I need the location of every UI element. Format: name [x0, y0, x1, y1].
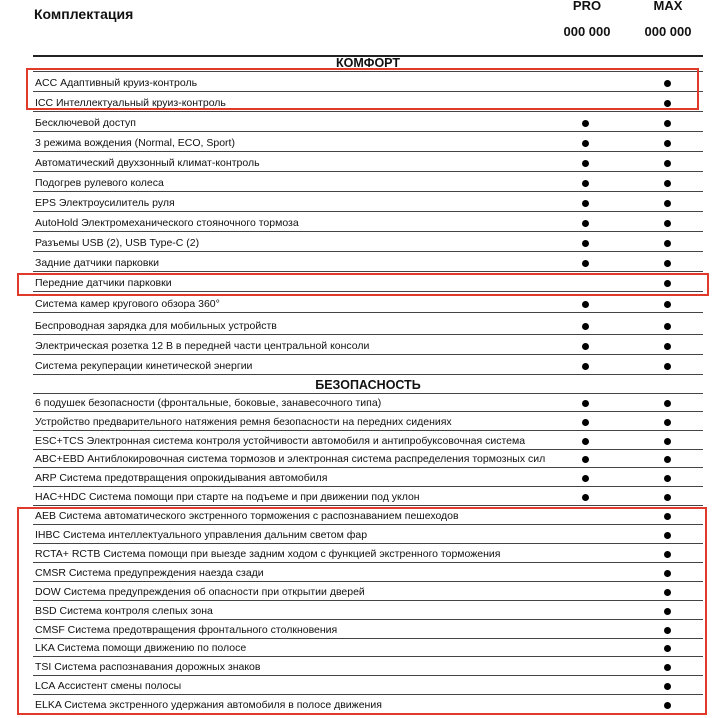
- pro-included-dot-icon: [582, 494, 589, 501]
- feature-row: [33, 620, 703, 639]
- feature-row: [33, 192, 703, 212]
- feature-label: LCA Ассистент смены полосы: [35, 680, 182, 692]
- feature-row: [33, 172, 703, 192]
- feature-row: [33, 212, 703, 232]
- max-included-dot-icon: [664, 513, 671, 520]
- max-included-dot-icon: [664, 702, 671, 709]
- pro-included-dot-icon: [582, 220, 589, 227]
- max-included-dot-icon: [664, 260, 671, 267]
- max-included-dot-icon: [664, 683, 671, 690]
- pro-included-dot-icon: [582, 160, 589, 167]
- max-included-dot-icon: [664, 200, 671, 207]
- max-included-dot-icon: [664, 532, 671, 539]
- feature-label: ESC+TCS Электронная система контроля устойчивости автомобиля и антипробуксовочная система: [35, 435, 526, 447]
- feature-row: [33, 252, 703, 272]
- max-included-dot-icon: [664, 180, 671, 187]
- max-included-dot-icon: [664, 160, 671, 167]
- max-included-dot-icon: [664, 475, 671, 482]
- feature-label: Электрическая розетка 12 В в передней части центральной консоли: [35, 340, 370, 352]
- max-included-dot-icon: [664, 419, 671, 426]
- feature-row: [33, 412, 703, 431]
- feature-row: [33, 487, 703, 506]
- max-included-dot-icon: [664, 570, 671, 577]
- feature-label: ABC+EBD Антиблокировочная система тормозов и электронная система распределения тормозных сил: [35, 453, 546, 465]
- pro-included-dot-icon: [582, 438, 589, 445]
- feature-row: [33, 468, 703, 487]
- feature-row: [33, 695, 703, 714]
- feature-row: [33, 506, 703, 525]
- pro-included-dot-icon: [582, 240, 589, 247]
- feature-row: [33, 544, 703, 563]
- feature-label: Беспроводная зарядка для мобильных устройств: [35, 320, 277, 332]
- feature-row: [33, 355, 703, 375]
- feature-label: Подогрев рулевого колеса: [35, 177, 164, 189]
- pro-included-dot-icon: [582, 140, 589, 147]
- pro-included-dot-icon: [582, 120, 589, 127]
- pro-included-dot-icon: [582, 400, 589, 407]
- feature-label: Передние датчики парковки: [35, 277, 172, 289]
- max-included-dot-icon: [664, 220, 671, 227]
- feature-label: EPS Электроусилитель руля: [35, 197, 175, 209]
- max-included-dot-icon: [664, 645, 671, 652]
- feature-label: RCTA+ RCTB Система помощи при выезде задним ходом с функцией экстренного торможения: [35, 548, 501, 560]
- feature-row: [33, 582, 703, 601]
- feature-label: 3 режима вождения (Normal, ECO, Sport): [35, 137, 235, 149]
- feature-label: Бесключевой доступ: [35, 117, 136, 129]
- max-included-dot-icon: [664, 100, 671, 107]
- max-included-dot-icon: [664, 494, 671, 501]
- pro-included-dot-icon: [582, 323, 589, 330]
- feature-label: ARP Система предотвращения опрокидывания автомобиля: [35, 472, 328, 484]
- pro-included-dot-icon: [582, 343, 589, 350]
- max-included-dot-icon: [664, 456, 671, 463]
- feature-label: LKA Система помощи движению по полосе: [35, 642, 247, 654]
- feature-row: [33, 112, 703, 132]
- max-included-dot-icon: [664, 400, 671, 407]
- max-included-dot-icon: [664, 323, 671, 330]
- page-title: Комплектация: [34, 6, 134, 22]
- pro-included-dot-icon: [582, 260, 589, 267]
- feature-row: [33, 272, 703, 292]
- trim-pro-price: 000 000: [563, 24, 611, 39]
- feature-label: BSD Система контроля слепых зона: [35, 605, 213, 617]
- max-included-dot-icon: [664, 80, 671, 87]
- pro-included-dot-icon: [582, 456, 589, 463]
- feature-label: TSI Система распознавания дорожных знаков: [35, 661, 261, 673]
- feature-row: [33, 232, 703, 252]
- feature-row: [33, 525, 703, 544]
- feature-label: AEB Система автоматического экстренного торможения с распознаванием пешеходов: [35, 510, 459, 522]
- max-included-dot-icon: [664, 240, 671, 247]
- pro-included-dot-icon: [582, 301, 589, 308]
- feature-label: ELKA Система экстренного удержания автомобиля в полосе движения: [35, 699, 382, 711]
- feature-row: [33, 92, 703, 112]
- feature-row: [33, 450, 703, 468]
- feature-label: AutoHold Электромеханического стояночного тормоза: [35, 217, 299, 229]
- max-included-dot-icon: [664, 438, 671, 445]
- feature-label: Разъемы USB (2), USB Type-C (2): [35, 237, 200, 249]
- feature-row: [33, 639, 703, 657]
- trim-max-name: MAX: [653, 0, 683, 13]
- feature-row: [33, 152, 703, 172]
- max-included-dot-icon: [664, 140, 671, 147]
- max-included-dot-icon: [664, 280, 671, 287]
- feature-row: [33, 313, 703, 335]
- feature-label: Автоматический двухзонный климат-контроль: [35, 157, 260, 169]
- pro-included-dot-icon: [582, 200, 589, 207]
- feature-label: Задние датчики парковки: [35, 257, 159, 269]
- max-included-dot-icon: [664, 120, 671, 127]
- feature-label: CMSF Система предотвращения фронтального столкновения: [35, 624, 338, 636]
- feature-row: [33, 601, 703, 620]
- trim-max-price: 000 000: [644, 24, 692, 39]
- feature-label: HAC+HDC Система помощи при старте на подъеме и при движении под уклон: [35, 491, 420, 503]
- feature-row: [33, 657, 703, 676]
- pro-included-dot-icon: [582, 419, 589, 426]
- trim-pro-name: PRO: [572, 0, 602, 13]
- section-header: [33, 375, 703, 394]
- feature-label: IHBC Система интеллектуального управления дальним светом фар: [35, 529, 368, 541]
- feature-label: ACC Адаптивный круиз-контроль: [35, 77, 198, 89]
- section-title: КОМФОРТ: [336, 56, 400, 70]
- pro-included-dot-icon: [582, 475, 589, 482]
- feature-row: [33, 335, 703, 355]
- feature-label: DOW Система предупреждения об опасности при открытии дверей: [35, 586, 365, 598]
- section-header: [33, 56, 703, 72]
- max-included-dot-icon: [664, 301, 671, 308]
- feature-row: [33, 132, 703, 152]
- feature-label: Устройство предварительного натяжения ремня безопасности на передних сидениях: [35, 416, 452, 428]
- max-included-dot-icon: [664, 363, 671, 370]
- feature-row: [33, 676, 703, 695]
- feature-row: [33, 563, 703, 582]
- max-included-dot-icon: [664, 551, 671, 558]
- feature-row: [33, 72, 703, 92]
- pro-included-dot-icon: [582, 180, 589, 187]
- feature-label: Система рекуперации кинетической энергии: [35, 360, 253, 372]
- feature-label: CMSR Система предупреждения наезда сзади: [35, 567, 264, 579]
- max-included-dot-icon: [664, 627, 671, 634]
- feature-label: Система камер кругового обзора 360°: [35, 298, 220, 310]
- max-included-dot-icon: [664, 589, 671, 596]
- max-included-dot-icon: [664, 343, 671, 350]
- feature-label: 6 подушек безопасности (фронтальные, боковые, занавесочного типа): [35, 397, 382, 409]
- section-title: БЕЗОПАСНОСТЬ: [315, 378, 421, 392]
- feature-row: [33, 431, 703, 450]
- feature-label: ICC Интеллектуальный круиз-контроль: [35, 97, 226, 109]
- max-included-dot-icon: [664, 664, 671, 671]
- max-included-dot-icon: [664, 608, 671, 615]
- pro-included-dot-icon: [582, 363, 589, 370]
- feature-row: [33, 394, 703, 412]
- feature-row: [33, 292, 703, 313]
